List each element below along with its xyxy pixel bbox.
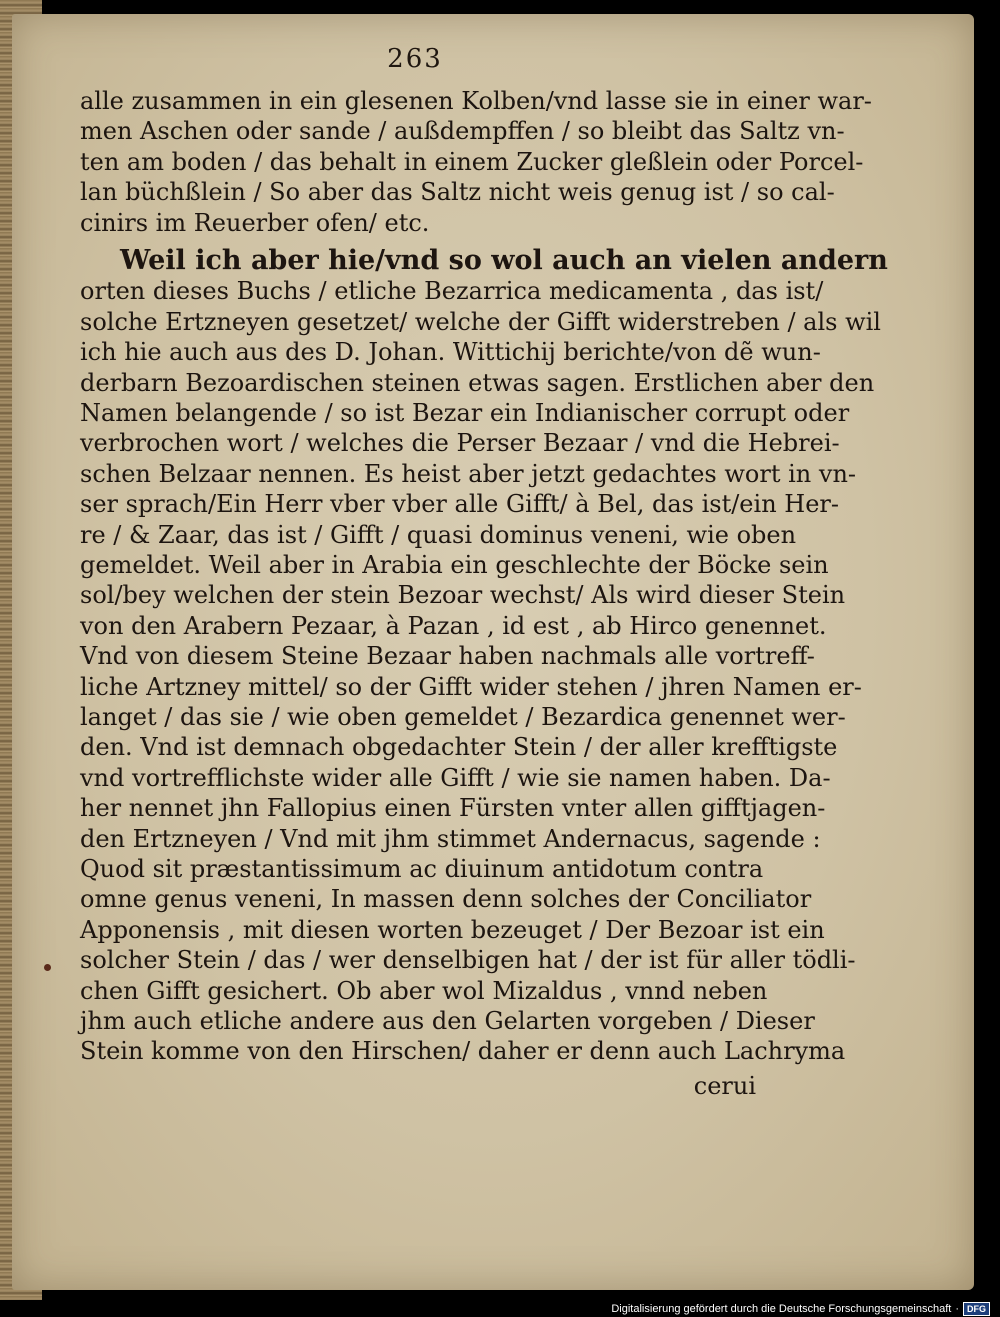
text-line: solcher Stein / das / wer denselbigen hat / der ist für aller tödli- xyxy=(80,946,856,975)
footer-credit: Digitalisierung gefördert durch die Deutsche Forschungsgemeinschaft xyxy=(611,1303,952,1315)
margin-mark xyxy=(44,964,51,971)
text-line: vnd vortrefflichste wider alle Gifft / wie sie namen haben. Da- xyxy=(80,763,831,792)
text-line: orten dieses Buchs / etliche Bezarrica medicamenta , das ist/ xyxy=(80,277,824,306)
text-line: Weil ich aber hie/vnd so wol auch an vielen andern xyxy=(120,245,888,276)
text-line: liche Artzney mittel/ so der Gifft wider stehen / jhren Namen er- xyxy=(80,672,862,701)
text-line: her nennet jhn Fallopius einen Fürsten vnter allen gifftjagen- xyxy=(80,794,826,823)
text-line: sol/bey welchen der stein Bezoar wechst/ Als wird dieser Stein xyxy=(80,581,846,610)
text-line: schen Belzaar nennen. Es heist aber jetzt gedachtes wort in vn- xyxy=(80,459,857,488)
text-line: verbrochen wort / welches die Perser Bezaar / vnd die Hebrei- xyxy=(80,429,840,458)
dfg-logo: DFG xyxy=(963,1302,990,1316)
text-line: chen Gifft gesichert. Ob aber wol Mizaldus , vnnd neben xyxy=(80,976,768,1005)
text-line: alle zusammen in ein glesenen Kolben/vnd lasse sie in einer war- xyxy=(80,87,872,115)
page-number: 263 xyxy=(387,44,443,74)
text-line: Quod sit præstantissimum ac diuinum antidotum contra xyxy=(80,855,764,883)
text-line: ten am boden / das behalt in einem Zucker gleßlein oder Porcel- xyxy=(80,147,864,176)
text-line: langet / das sie / wie oben gemeldet / Bezardica genennet wer- xyxy=(80,703,846,731)
text-line: solche Ertzneyen gesetzet/ welche der Gifft widerstreben / als wil xyxy=(80,307,881,336)
text-line: gemeldet. Weil aber in Arabia ein geschlechte der Böcke sein xyxy=(80,551,829,579)
text-line: den. Vnd ist demnach obgedachter Stein / der aller krefftigste xyxy=(80,733,838,762)
text-line: lan büchßlein / So aber das Saltz nicht weis genug ist / so cal- xyxy=(80,178,835,207)
footer-separator: · xyxy=(955,1303,959,1315)
text-line: von den Arabern Pezaar, à Pazan , id est , ab Hirco genennet. xyxy=(80,611,827,640)
text-line: omne genus veneni, In massen denn solches der Conciliator xyxy=(80,885,812,914)
text-line: den Ertzneyen / Vnd mit jhm stimmet Andernacus, sagende : xyxy=(80,824,821,853)
text-line: cinirs im Reuerber ofen/ etc. xyxy=(80,208,430,237)
text-line: cerui xyxy=(693,1071,756,1100)
text-line: Namen belangende / so ist Bezar ein Indianischer corrupt oder xyxy=(80,399,850,427)
text-line: ser sprach/Ein Herr vber vber alle Gifft/ à Bel, das ist/ein Her- xyxy=(80,490,839,519)
text-line: Apponensis , mit diesen worten bezeuget / Der Bezoar ist ein xyxy=(80,915,825,944)
text-line: men Aschen oder sande / außdempffen / so bleibt das Saltz vn- xyxy=(80,117,845,146)
text-line: jhm auch etliche andere aus den Gelarten vorgeben / Dieser xyxy=(80,1007,815,1035)
text-line: derbarn Bezoardischen steinen etwas sagen. Erstlichen aber den xyxy=(80,368,875,397)
footer xyxy=(611,1302,990,1316)
text-line: Stein komme von den Hirschen/ daher er denn auch Lachryma xyxy=(80,1037,846,1066)
text-line: Vnd von diesem Steine Bezaar haben nachmals alle vortreff- xyxy=(80,642,815,671)
text-line: re / & Zaar, das ist / Gifft / quasi dominus veneni, wie oben xyxy=(80,520,797,549)
text-line: ich hie auch aus des D. Johan. Wittichij berichte/von dẽ wun- xyxy=(80,338,821,367)
